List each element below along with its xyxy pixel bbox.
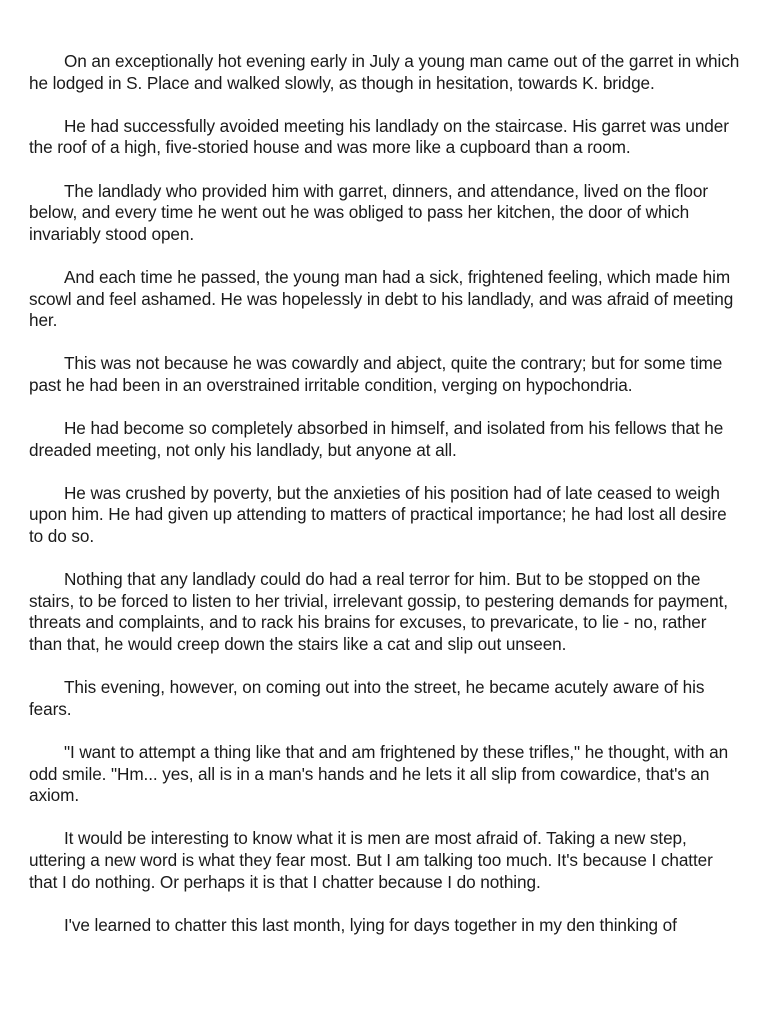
paragraph-6: He had become so completely absorbed in himself, and isolated from his fellows that he dreaded meeting, not only his landlady, but anyone at all. <box>29 418 724 460</box>
text-column <box>29 51 741 958</box>
paragraph-10: "I want to attempt a thing like that and am frightened by these trifles," he thought, with an odd smile. "Hm... yes, all is in a man's hands and he lets it all slip from cowardice, that's an axiom. <box>29 742 729 806</box>
paragraph-1: On an exceptionally hot evening early in July a young man came out of the garret in which he lodged in S. Place and walked slowly, as though in hesitation, towards K. bridge. <box>29 51 740 93</box>
paragraph-3: The landlady who provided him with garret, dinners, and attendance, lived on the floor below, and every time he went out he was obliged to pass her kitchen, the door of which invariably stood open. <box>29 180 708 244</box>
paragraph-8: Nothing that any landlady could do had a real terror for him. But to be stopped on the stairs, to be forced to listen to her trivial, irrelevant gossip, to pestering demands for payment, threats and complaints, and to rack his brains for excuses, to prevaricate, to lie - no, rather than that, he would creep down the stairs like a cat and slip out unseen. <box>29 569 728 655</box>
paragraph-11: It would be interesting to know what it is men are most afraid of. Taking a new step, uttering a new word is what they fear most. But I am talking too much. It's because I chatter that I do nothing. Or perhaps it is that I chatter because I do nothing. <box>29 828 713 892</box>
paragraph-5: This was not because he was cowardly and abject, quite the contrary; but for some time past he had been in an overstrained irritable condition, verging on hypochondria. <box>29 353 723 395</box>
paragraph-7: He was crushed by poverty, but the anxieties of his position had of late ceased to weigh upon him. He had given up attending to matters of practical importance; he had lost all desire to do so. <box>29 482 727 547</box>
paragraph-4: And each time he passed, the young man had a sick, frightened feeling, which made him scowl and feel ashamed. He was hopelessly in debt to his landlady, and was afraid of meeting her. <box>29 266 734 331</box>
paragraph-9: This evening, however, on coming out into the street, he became acutely aware of his fears. <box>29 677 705 719</box>
paragraph-12: I've learned to chatter this last month, lying for days together in my den thinking of <box>64 914 677 935</box>
paragraph-2: He had successfully avoided meeting his landlady on the staircase. His garret was under the roof of a high, five-storied house and was more like a cupboard than a room. <box>29 115 729 158</box>
